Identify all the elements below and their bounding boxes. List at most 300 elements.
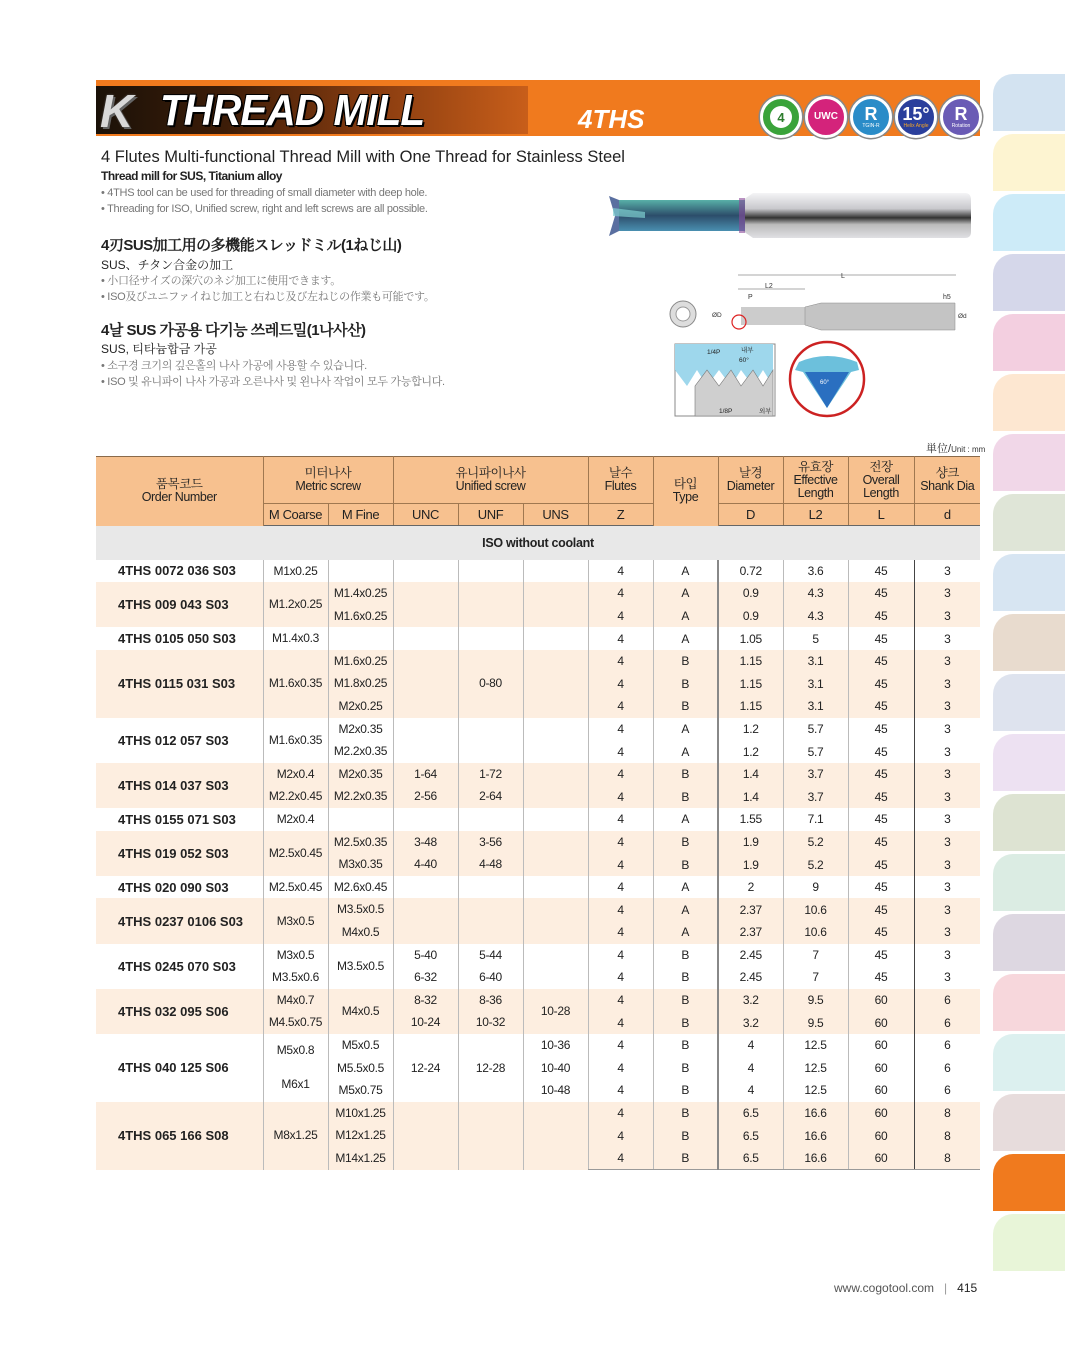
cell-flutes: 4 <box>588 831 653 854</box>
label-P: P <box>748 294 753 301</box>
cell-flutes: 4 <box>588 763 653 786</box>
order-number[interactable]: 4THS 0237 0106 S03 <box>96 898 263 943</box>
korean-heading: 4날 SUS 가공용 다기능 쓰레드밀(1나사산) <box>101 322 366 339</box>
cell-unf <box>458 627 523 650</box>
unf-value: 8-36 <box>479 992 502 1007</box>
side-tab[interactable] <box>993 734 1065 791</box>
cell-diameter: 1.15 <box>718 672 783 695</box>
uns-value: 10-40 <box>540 1060 571 1075</box>
cell-diameter: 2.37 <box>718 921 783 944</box>
cell-shank-dia: 3 <box>914 560 980 583</box>
fine-value: M1.6x0.25 <box>333 653 388 668</box>
cell-uns <box>523 718 588 763</box>
cell-shank-dia: 3 <box>914 785 980 808</box>
cell-effective-length: 16.6 <box>783 1147 848 1170</box>
cell-effective-length: 7 <box>783 966 848 989</box>
cell-type: B <box>653 672 718 695</box>
fine-value: M5x0.5 <box>341 1037 380 1052</box>
cell-overall-length: 45 <box>848 627 914 650</box>
unf-value: 6-40 <box>479 970 502 985</box>
cell-unc <box>393 808 458 831</box>
cell-shank-dia: 8 <box>914 1102 980 1125</box>
order-number[interactable]: 4THS 0155 071 S03 <box>96 808 263 831</box>
label-h5: h5 <box>943 294 951 301</box>
side-tab[interactable] <box>993 614 1065 671</box>
cell-shank-dia: 3 <box>914 695 980 718</box>
side-tab[interactable] <box>993 134 1065 191</box>
fine-value: M10x1.25 <box>335 1105 386 1120</box>
cell-coarse <box>263 560 328 583</box>
cell-flutes: 4 <box>588 1034 653 1057</box>
cell-unf <box>458 876 523 899</box>
cell-type: A <box>653 718 718 741</box>
page-title: THREAD MILL <box>160 86 425 135</box>
unit-label: 単位/Unit : mm <box>926 443 986 455</box>
order-number[interactable]: 4THS 0105 050 S03 <box>96 627 263 650</box>
cell-flutes: 4 <box>588 627 653 650</box>
cell-effective-length: 5.2 <box>783 853 848 876</box>
cell-effective-length: 9 <box>783 876 848 899</box>
cell-shank-dia: 3 <box>914 582 980 605</box>
cell-overall-length: 45 <box>848 560 914 583</box>
cell-coarse <box>263 831 328 876</box>
fine-value: M2x0.35 <box>338 766 383 781</box>
table-row <box>96 763 980 786</box>
cell-effective-length: 10.6 <box>783 898 848 921</box>
cell-unf <box>458 582 523 627</box>
korean-subheading: SUS, 티타늄합금 가공 <box>101 342 217 356</box>
cell-shank-dia: 6 <box>914 1011 980 1034</box>
coarse-value: M1.4x0.3 <box>272 631 319 646</box>
cell-flutes: 4 <box>588 740 653 763</box>
label-d: Ød <box>958 313 967 320</box>
fine-value: M2.2x0.35 <box>333 789 388 804</box>
cell-type: B <box>653 831 718 854</box>
cell-fine <box>328 718 393 763</box>
cell-uns <box>523 876 588 899</box>
subheader-m-coarse: M Coarse <box>263 504 328 526</box>
cell-overall-length: 45 <box>848 966 914 989</box>
header-shank-dia: 샹크 Shank Dia <box>914 457 980 504</box>
cell-fine <box>328 831 393 876</box>
unc-value: 1-64 <box>414 766 437 781</box>
cell-shank-dia: 3 <box>914 944 980 967</box>
cell-unc <box>393 650 458 718</box>
coarse-value: M2x0.4 <box>276 766 315 781</box>
unf-value: 5-44 <box>479 947 502 962</box>
coarse-value: M1.6x0.35 <box>268 732 323 747</box>
side-tab[interactable] <box>993 914 1065 971</box>
cell-fine <box>328 989 393 1034</box>
coarse-value: M3x0.5 <box>276 913 315 928</box>
cell-fine <box>328 1034 393 1102</box>
order-number[interactable]: 4THS 065 166 S08 <box>96 1102 263 1170</box>
fine-value: M14x1.25 <box>335 1150 386 1165</box>
japanese-bullet: • ISO及びユニファイねじ加工と右ねじ及び左ねじの作業も可能です。 <box>101 291 435 303</box>
table-row <box>96 650 980 673</box>
dimension-diagram <box>665 266 980 418</box>
cell-effective-length: 7 <box>783 944 848 967</box>
cell-fine <box>328 944 393 989</box>
cell-unf <box>458 650 523 718</box>
cell-effective-length: 16.6 <box>783 1124 848 1147</box>
subheader-m-fine: M Fine <box>328 504 393 526</box>
cell-shank-dia: 6 <box>914 989 980 1012</box>
subheader-d-diameter: D <box>718 504 783 526</box>
cell-type: A <box>653 898 718 921</box>
cell-type: B <box>653 1034 718 1057</box>
coarse-value: M8x1.25 <box>273 1128 318 1143</box>
cell-effective-length: 9.5 <box>783 989 848 1012</box>
unf-value: 4-48 <box>479 857 502 872</box>
cell-overall-length: 45 <box>848 650 914 673</box>
fine-value: M4x0.5 <box>341 925 380 939</box>
side-tab[interactable] <box>993 494 1065 551</box>
cell-shank-dia: 8 <box>914 1124 980 1147</box>
cell-fine <box>328 876 393 899</box>
cell-flutes: 4 <box>588 672 653 695</box>
header-effective-length: 유효장 Effective Length <box>783 457 848 504</box>
cell-flutes: 4 <box>588 944 653 967</box>
cell-diameter: 0.9 <box>718 605 783 628</box>
cell-effective-length: 5.7 <box>783 740 848 763</box>
cell-diameter: 6.5 <box>718 1102 783 1125</box>
fine-value: M1.4x0.25 <box>333 586 388 601</box>
order-number[interactable]: 4THS 0245 070 S03 <box>96 944 263 989</box>
cell-type: B <box>653 695 718 718</box>
side-tab-active[interactable] <box>993 1154 1065 1211</box>
cell-coarse <box>263 1102 328 1170</box>
unf-value: 12-28 <box>475 1060 506 1075</box>
cell-shank-dia: 3 <box>914 740 980 763</box>
unf-value: 2-64 <box>479 789 502 804</box>
cell-effective-length: 10.6 <box>783 921 848 944</box>
cell-diameter: 2.45 <box>718 966 783 989</box>
coarse-value: M2x0.4 <box>276 812 315 827</box>
cell-uns <box>523 1102 588 1170</box>
cell-type: B <box>653 650 718 673</box>
cell-overall-length: 45 <box>848 695 914 718</box>
fine-value: M2x0.25 <box>338 699 383 714</box>
cell-unf <box>458 1034 523 1102</box>
cell-coarse <box>263 718 328 763</box>
cell-unc <box>393 763 458 808</box>
cell-diameter: 1.2 <box>718 740 783 763</box>
cell-diameter: 1.05 <box>718 627 783 650</box>
english-bullet: • 4THS tool can be used for threading of small diameter with deep hole. <box>101 187 428 199</box>
cell-overall-length: 60 <box>848 1034 914 1057</box>
coarse-value: M2.5x0.45 <box>268 879 323 894</box>
cell-unc <box>393 582 458 627</box>
coarse-value: M1x0.25 <box>273 563 318 578</box>
cell-diameter: 1.9 <box>718 831 783 854</box>
cell-diameter: 1.4 <box>718 763 783 786</box>
cell-flutes: 4 <box>588 898 653 921</box>
cell-overall-length: 60 <box>848 1102 914 1125</box>
table-row <box>96 876 980 899</box>
cell-flutes: 4 <box>588 808 653 831</box>
cell-diameter: 4 <box>718 1034 783 1057</box>
section-header: ISO without coolant <box>96 526 980 560</box>
fine-value: M4x0.5 <box>341 1004 380 1019</box>
cell-type: B <box>653 1057 718 1080</box>
cell-effective-length: 5 <box>783 627 848 650</box>
cell-shank-dia: 3 <box>914 921 980 944</box>
cell-uns <box>523 898 588 943</box>
cell-unc <box>393 1102 458 1170</box>
japanese-heading: 4刃SUS加工用の多機能スレッドミル(1ねじ山) <box>101 237 402 254</box>
fine-value: M3x0.35 <box>338 857 383 872</box>
cell-flutes: 4 <box>588 560 653 583</box>
side-tab[interactable] <box>993 374 1065 431</box>
cell-overall-length: 45 <box>848 718 914 741</box>
side-tab[interactable] <box>993 1094 1065 1151</box>
cell-effective-length: 3.1 <box>783 695 848 718</box>
cell-flutes: 4 <box>588 785 653 808</box>
coarse-value: M1.6x0.35 <box>268 676 323 691</box>
coarse-value: M6x1 <box>281 1076 310 1091</box>
side-tab[interactable] <box>993 794 1065 851</box>
side-tab[interactable] <box>993 194 1065 251</box>
cell-flutes: 4 <box>588 966 653 989</box>
cell-diameter: 1.9 <box>718 853 783 876</box>
cell-diameter: 1.55 <box>718 808 783 831</box>
cell-shank-dia: 3 <box>914 718 980 741</box>
subheader-z: Z <box>588 504 653 526</box>
page-number: 415 <box>957 1281 978 1295</box>
cell-shank-dia: 8 <box>914 1147 980 1170</box>
cell-diameter: 4 <box>718 1079 783 1102</box>
cell-unf <box>458 898 523 943</box>
order-number[interactable]: 4THS 020 090 S03 <box>96 876 263 899</box>
english-heading: 4 Flutes Multi-functional Thread Mill with One Thread for Stainless Steel <box>101 148 625 166</box>
cell-diameter: 1.15 <box>718 650 783 673</box>
cell-overall-length: 45 <box>848 898 914 921</box>
cell-overall-length: 45 <box>848 605 914 628</box>
cell-type: A <box>653 808 718 831</box>
cell-effective-length: 3.7 <box>783 763 848 786</box>
cell-unf <box>458 718 523 763</box>
cell-effective-length: 4.3 <box>783 605 848 628</box>
cell-overall-length: 45 <box>848 944 914 967</box>
cell-diameter: 2.45 <box>718 944 783 967</box>
side-tab[interactable] <box>993 74 1065 131</box>
helix-angle-icon: 15° Helix Angle <box>895 96 937 138</box>
table-row <box>96 718 980 741</box>
cell-shank-dia: 6 <box>914 1057 980 1080</box>
cell-uns <box>523 944 588 989</box>
coarse-value: M4x0.7 <box>276 992 315 1007</box>
cell-type: B <box>653 1102 718 1125</box>
subheader-l: L <box>848 504 914 526</box>
cell-shank-dia: 3 <box>914 808 980 831</box>
subheader-unc: UNC <box>393 504 458 526</box>
cell-shank-dia: 3 <box>914 650 980 673</box>
cell-effective-length: 3.7 <box>783 785 848 808</box>
fine-value: M2x0.35 <box>338 721 383 736</box>
cell-unf <box>458 831 523 876</box>
cell-effective-length: 3.6 <box>783 560 848 583</box>
cell-shank-dia: 3 <box>914 627 980 650</box>
cell-coarse <box>263 876 328 899</box>
cell-shank-dia: 3 <box>914 876 980 899</box>
cell-effective-length: 12.5 <box>783 1034 848 1057</box>
label-L2: L2 <box>765 283 773 290</box>
header-type: 타입 Type <box>653 457 718 526</box>
label-eighth-p: 1/8P <box>719 408 733 415</box>
cell-unc <box>393 944 458 989</box>
label-external: 외부 <box>759 407 772 415</box>
cell-uns <box>523 560 588 583</box>
footer-separator: | <box>944 1281 948 1295</box>
feature-badges <box>760 96 982 138</box>
cell-diameter: 6.5 <box>718 1147 783 1170</box>
cell-overall-length: 60 <box>848 989 914 1012</box>
english-subheading: Thread mill for SUS, Titanium alloy <box>101 169 282 183</box>
cell-type: B <box>653 1011 718 1034</box>
cell-coarse <box>263 627 328 650</box>
cell-unc <box>393 1034 458 1102</box>
cell-shank-dia: 3 <box>914 898 980 921</box>
fine-value: M12x1.25 <box>335 1128 386 1143</box>
cell-unc <box>393 831 458 876</box>
cell-unf <box>458 944 523 989</box>
cell-overall-length: 60 <box>848 1057 914 1080</box>
cell-overall-length: 60 <box>848 1011 914 1034</box>
cell-flutes: 4 <box>588 718 653 741</box>
order-number[interactable]: 4THS 009 043 S03 <box>96 582 263 627</box>
unc-value: 5-40 <box>414 947 437 962</box>
uns-value: 10-28 <box>540 1004 571 1019</box>
cell-coarse <box>263 763 328 808</box>
side-tab[interactable] <box>993 254 1065 311</box>
cell-effective-length: 12.5 <box>783 1079 848 1102</box>
side-tabs <box>993 74 1065 1274</box>
order-number[interactable]: 4THS 019 052 S03 <box>96 831 263 876</box>
order-number[interactable]: 4THS 0072 036 S03 <box>96 560 263 583</box>
coarse-value: M5x0.8 <box>276 1042 315 1057</box>
cell-overall-length: 60 <box>848 1079 914 1102</box>
cell-flutes: 4 <box>588 1124 653 1147</box>
order-number[interactable]: 4THS 040 125 S06 <box>96 1034 263 1102</box>
side-tab[interactable] <box>993 1034 1065 1091</box>
cell-type: B <box>653 1079 718 1102</box>
cell-diameter: 2 <box>718 876 783 899</box>
cell-overall-length: 45 <box>848 672 914 695</box>
cell-shank-dia: 3 <box>914 966 980 989</box>
subheader-uns: UNS <box>523 504 588 526</box>
order-number[interactable]: 4THS 0115 031 S03 <box>96 650 263 718</box>
header-unified-screw: 유니파이나사 Unified screw <box>393 457 588 504</box>
cell-shank-dia: 3 <box>914 853 980 876</box>
cell-fine <box>328 582 393 627</box>
brand-k-logo: K <box>100 85 132 137</box>
cell-overall-length: 45 <box>848 831 914 854</box>
order-number[interactable]: 4THS 012 057 S03 <box>96 718 263 763</box>
cell-overall-length: 60 <box>848 1147 914 1170</box>
cell-diameter: 3.2 <box>718 989 783 1012</box>
coarse-value: M1.2x0.25 <box>268 597 323 612</box>
website-url[interactable]: www.cogotool.com <box>834 1281 935 1295</box>
cell-type: A <box>653 560 718 583</box>
cell-fine <box>328 898 393 943</box>
unf-value: 3-56 <box>479 834 502 849</box>
cell-effective-length: 3.1 <box>783 672 848 695</box>
cell-type: B <box>653 853 718 876</box>
cell-type: B <box>653 966 718 989</box>
rotation-icon: R Rotation <box>940 96 982 138</box>
cell-diameter: 1.4 <box>718 785 783 808</box>
cell-type: A <box>653 582 718 605</box>
coarse-value: M2.2x0.45 <box>268 789 323 804</box>
fine-value: M2.5x0.35 <box>333 834 388 849</box>
cell-shank-dia: 3 <box>914 605 980 628</box>
cell-diameter: 0.72 <box>718 560 783 583</box>
coarse-value: M4.5x0.75 <box>268 1015 323 1030</box>
cell-overall-length: 45 <box>848 921 914 944</box>
cell-coarse <box>263 650 328 718</box>
cell-flutes: 4 <box>588 1147 653 1170</box>
cell-type: A <box>653 627 718 650</box>
unc-value: 2-56 <box>414 789 437 804</box>
order-number[interactable]: 4THS 032 095 S06 <box>96 989 263 1034</box>
cell-flutes: 4 <box>588 1079 653 1102</box>
header-diameter: 날경 Diameter <box>718 457 783 504</box>
cell-uns <box>523 582 588 627</box>
side-tab[interactable] <box>993 314 1065 371</box>
side-tab[interactable] <box>993 554 1065 611</box>
cell-diameter: 6.5 <box>718 1124 783 1147</box>
cell-diameter: 3.2 <box>718 1011 783 1034</box>
label-D: ØD <box>712 312 722 319</box>
side-tab[interactable] <box>993 854 1065 911</box>
cell-coarse <box>263 1034 328 1102</box>
table-row <box>96 627 980 650</box>
table-row <box>96 831 980 854</box>
fine-value: M2.2x0.35 <box>333 744 388 759</box>
side-tab[interactable] <box>993 434 1065 491</box>
side-tab[interactable] <box>993 674 1065 731</box>
unf-value: 1-72 <box>479 766 502 781</box>
side-tab[interactable] <box>993 974 1065 1031</box>
unc-value: 6-32 <box>414 970 437 985</box>
cell-type: B <box>653 1147 718 1170</box>
coarse-value: M2.5x0.45 <box>268 845 323 860</box>
coarse-value: M3x0.5 <box>276 947 315 962</box>
cell-unc <box>393 718 458 763</box>
cell-shank-dia: 6 <box>914 1079 980 1102</box>
cell-effective-length: 7.1 <box>783 808 848 831</box>
cell-flutes: 4 <box>588 1102 653 1125</box>
header-order-number: 품목코드 Order Number <box>96 457 263 526</box>
order-number[interactable]: 4THS 014 037 S03 <box>96 763 263 808</box>
cell-type: B <box>653 944 718 967</box>
flutes-4-icon: 4 <box>760 96 802 138</box>
cell-uns <box>523 989 588 1034</box>
side-tab[interactable] <box>993 1214 1065 1271</box>
cell-fine <box>328 1102 393 1170</box>
cell-flutes: 4 <box>588 695 653 718</box>
cell-diameter: 0.9 <box>718 582 783 605</box>
label-quarter-p: 1/4P <box>707 349 721 356</box>
label-L: L <box>841 273 845 280</box>
cell-fine <box>328 627 393 650</box>
fine-value: M3.5x0.5 <box>337 958 384 973</box>
unc-value: 12-24 <box>410 1060 441 1075</box>
cell-effective-length: 12.5 <box>783 1057 848 1080</box>
thread-mill-tool-image <box>605 188 973 242</box>
cell-uns <box>523 650 588 718</box>
